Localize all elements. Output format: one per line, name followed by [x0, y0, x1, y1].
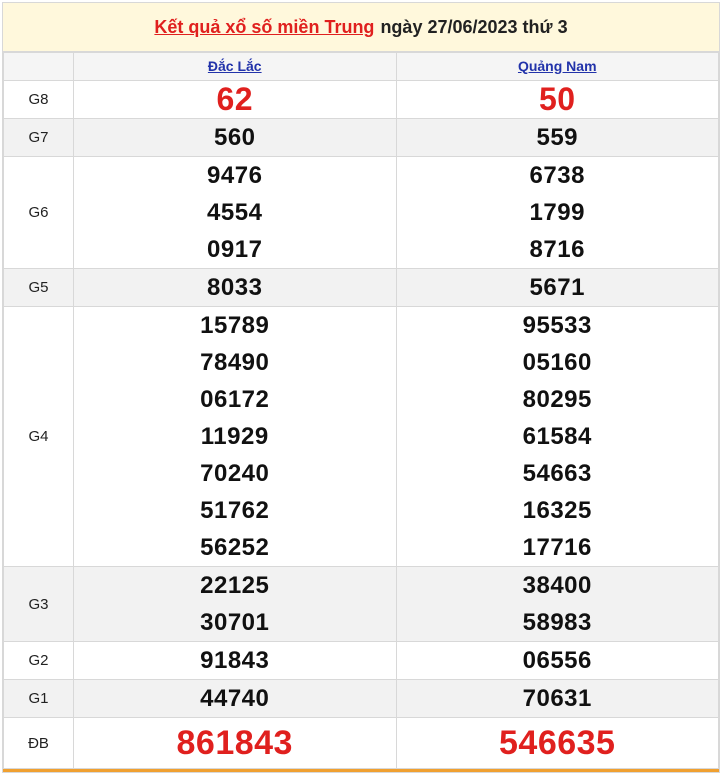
prize-number: 17716: [522, 534, 592, 561]
prize-label: G8: [4, 81, 74, 119]
prize-number: 70631: [522, 685, 592, 712]
prize-number: 06172: [200, 386, 270, 413]
prize-label: G1: [4, 680, 74, 718]
prize-number: 50: [538, 81, 576, 117]
prize-cell: [74, 307, 397, 567]
prize-row: [4, 642, 719, 680]
prize-cell: [396, 567, 719, 642]
prize-number: 6738: [529, 162, 585, 189]
prize-number: 8716: [529, 236, 585, 263]
prize-number: 1799: [529, 199, 585, 226]
results-header: [3, 3, 719, 52]
prize-number: 30701: [200, 609, 270, 636]
prize-cell: [74, 119, 397, 157]
prize-cell: [74, 680, 397, 718]
province-link-dac-lac[interactable]: Đắc Lắc: [207, 57, 262, 74]
prize-number: 58983: [522, 609, 592, 636]
prize-label: G6: [4, 157, 74, 269]
prize-number: 0917: [207, 236, 263, 263]
prize-number: 4554: [207, 199, 263, 226]
prize-number: 78490: [200, 349, 270, 376]
prize-number: 560: [213, 124, 256, 151]
province-header-row: [4, 53, 719, 81]
prize-cell: [74, 567, 397, 642]
province-cell: [74, 53, 397, 81]
prize-label: ĐB: [4, 718, 74, 769]
prize-cell: [74, 269, 397, 307]
prize-label: G2: [4, 642, 74, 680]
prize-row: [4, 567, 719, 642]
prize-number: 559: [536, 124, 579, 151]
province-cell: [396, 53, 719, 81]
prize-row: [4, 680, 719, 718]
prize-number: 9476: [207, 162, 263, 189]
prize-cell: [396, 307, 719, 567]
prize-number: 8033: [207, 274, 263, 301]
prize-label: G4: [4, 307, 74, 567]
prize-number: 22125: [200, 572, 270, 599]
province-link-quang-nam[interactable]: Quảng Nam: [517, 57, 597, 74]
prize-row: [4, 157, 719, 269]
prize-row: [4, 718, 719, 769]
prize-cell: [396, 81, 719, 119]
prize-number: 91843: [200, 647, 270, 674]
prize-number: 05160: [522, 349, 592, 376]
prize-cell: [74, 642, 397, 680]
prize-number: 56252: [200, 534, 270, 561]
prize-number: 95533: [522, 312, 592, 339]
prize-number: 54663: [522, 460, 592, 487]
prize-label: G3: [4, 567, 74, 642]
prize-label: G7: [4, 119, 74, 157]
prize-number: 51762: [200, 497, 270, 524]
prize-row: [4, 81, 719, 119]
results-date: ngày 27/06/2023 thứ 3: [380, 16, 568, 37]
prize-number: 5671: [529, 274, 585, 301]
prize-cell: [396, 718, 719, 769]
prize-number: 06556: [522, 647, 592, 674]
prize-number: 16325: [522, 497, 592, 524]
prize-number: 70240: [200, 460, 270, 487]
prize-number: 61584: [522, 423, 592, 450]
prize-number: 861843: [176, 724, 293, 762]
prize-cell: [396, 642, 719, 680]
prize-row: [4, 269, 719, 307]
corner-cell: [4, 53, 74, 81]
prize-number: 80295: [522, 386, 592, 413]
prize-number: 44740: [200, 685, 270, 712]
prize-row: [4, 307, 719, 567]
prize-label: G5: [4, 269, 74, 307]
prize-number: 11929: [200, 423, 269, 450]
region-results-link[interactable]: Kết quả xổ số miền Trung: [154, 16, 375, 37]
bottom-accent-line: [3, 769, 719, 772]
prize-cell: [74, 157, 397, 269]
prize-cell: [396, 119, 719, 157]
results-panel: [2, 2, 720, 773]
prize-cell: [74, 81, 397, 119]
prize-number: 546635: [499, 724, 616, 762]
prize-cell: [74, 718, 397, 769]
prize-number: 62: [216, 81, 254, 117]
prize-row: [4, 119, 719, 157]
prize-number: 15789: [200, 312, 270, 339]
results-table: [3, 52, 719, 769]
prize-number: 38400: [522, 572, 592, 599]
prize-cell: [396, 269, 719, 307]
prize-cell: [396, 680, 719, 718]
prize-cell: [396, 157, 719, 269]
